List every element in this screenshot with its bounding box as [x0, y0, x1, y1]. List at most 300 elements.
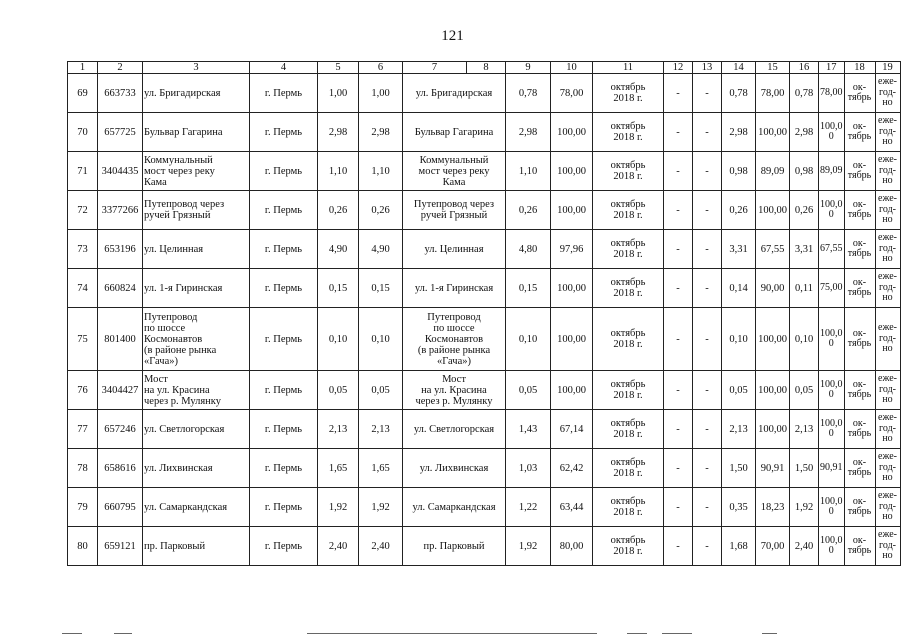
value-5: 0,15	[318, 269, 359, 308]
value-10: 100,00	[551, 371, 593, 410]
value-18-line: ок-	[852, 81, 867, 93]
value-6: 2,40	[359, 527, 403, 566]
value-19-line: еже-	[878, 115, 897, 127]
value-15: 100,00	[756, 308, 790, 371]
value-9: 1,22	[506, 488, 551, 527]
value-15: 78,00	[756, 74, 790, 113]
value-9: 0,10	[506, 308, 551, 371]
value-14: 2,98	[722, 113, 756, 152]
road-name-line: ул. Лихвинская	[144, 462, 213, 474]
road-name-section	[403, 488, 506, 527]
row-number: 77	[68, 410, 98, 449]
value-15: 18,23	[756, 488, 790, 527]
road-name	[143, 449, 250, 488]
value-6: 2,98	[359, 113, 403, 152]
value-17-line: 100,0	[820, 534, 843, 546]
page-number: 121	[441, 28, 464, 44]
month-line: октябрь	[610, 121, 646, 132]
value-16: 0,11	[790, 269, 819, 308]
row-number: 71	[68, 152, 98, 191]
value-16: 2,98	[790, 113, 819, 152]
header-cell: 16	[790, 62, 819, 74]
road-name-section-line: мост через реку	[418, 165, 490, 177]
value-6: 0,15	[359, 269, 403, 308]
value-9: 2,98	[506, 113, 551, 152]
value-6: 1,65	[359, 449, 403, 488]
road-name-line: мост через реку	[144, 165, 215, 177]
value-9: 0,26	[506, 191, 551, 230]
value-19-line: но	[882, 550, 893, 562]
value-17	[819, 152, 845, 191]
road-name	[143, 410, 250, 449]
value-13: -	[693, 269, 722, 308]
value-19-line: еже-	[878, 490, 897, 502]
road-name	[143, 191, 250, 230]
month-line: 2018 г.	[613, 429, 643, 440]
value-10: 62,42	[551, 449, 593, 488]
road-name-section-line: ул. Бригадирская	[415, 87, 493, 99]
road-name-section	[403, 152, 506, 191]
value-18	[844, 230, 875, 269]
row-number: 69	[68, 74, 98, 113]
value-10: 80,00	[551, 527, 593, 566]
value-19-line: но	[882, 433, 893, 445]
header-row	[68, 62, 901, 74]
value-17	[819, 488, 845, 527]
month	[593, 230, 664, 269]
value-18-line: тябрь	[847, 467, 872, 478]
road-name-section-line: Космонавтов	[424, 333, 484, 345]
city: г. Пермь	[250, 308, 318, 371]
road-name-section-line: «Гача»)	[437, 355, 471, 367]
road-name-section-line: ул. Лихвинская	[419, 462, 489, 474]
table-row	[68, 527, 901, 566]
header-cell: 7	[403, 62, 467, 74]
city: г. Пермь	[250, 527, 318, 566]
value-16: 3,31	[790, 230, 819, 269]
road-name-section-line: Путепровод через	[413, 199, 495, 210]
value-15: 90,00	[756, 269, 790, 308]
value-13: -	[693, 410, 722, 449]
value-16: 0,10	[790, 308, 819, 371]
value-5: 1,65	[318, 449, 359, 488]
road-name-section	[403, 371, 506, 410]
value-17-line: 100,0	[820, 120, 843, 132]
value-14: 0,14	[722, 269, 756, 308]
month-line: октябрь	[610, 238, 646, 249]
header-cell: 19	[875, 62, 900, 74]
road-name	[143, 74, 250, 113]
header-cell: 10	[551, 62, 593, 74]
value-5: 2,98	[318, 113, 359, 152]
value-12: -	[664, 152, 693, 191]
value-19-line: год-	[879, 242, 896, 254]
value-19	[875, 269, 900, 308]
value-12: -	[664, 449, 693, 488]
road-code: 658616	[98, 449, 143, 488]
value-5: 1,00	[318, 74, 359, 113]
value-16: 2,13	[790, 410, 819, 449]
value-19-line: год-	[879, 125, 896, 137]
value-5: 1,92	[318, 488, 359, 527]
header-cell: 2	[98, 62, 143, 74]
value-18-line: тябрь	[847, 92, 872, 103]
value-9: 1,92	[506, 527, 551, 566]
road-name-line: ручей Грязный	[144, 210, 211, 221]
value-15: 70,00	[756, 527, 790, 566]
value-19	[875, 488, 900, 527]
road-name-line: Космонавтов	[144, 333, 203, 345]
value-19-line: год-	[879, 422, 896, 434]
value-6: 0,05	[359, 371, 403, 410]
value-19-line: еже-	[878, 322, 897, 334]
row-number: 78	[68, 449, 98, 488]
value-18	[844, 113, 875, 152]
value-19-line: год-	[879, 332, 896, 344]
value-16: 0,05	[790, 371, 819, 410]
month-line: 2018 г.	[613, 171, 643, 182]
city: г. Пермь	[250, 371, 318, 410]
value-13: -	[693, 527, 722, 566]
road-name-line: по шоссе	[144, 322, 186, 334]
road-name-section-line: через р. Мулянку	[415, 395, 493, 407]
value-18-line: тябрь	[847, 506, 872, 517]
road-name-line: Коммунальный	[144, 154, 213, 166]
city: г. Пермь	[250, 449, 318, 488]
value-18-line: ок-	[852, 417, 867, 429]
value-10: 63,44	[551, 488, 593, 527]
value-19-line: еже-	[878, 529, 897, 541]
value-9: 0,15	[506, 269, 551, 308]
header-cell: 8	[467, 62, 506, 74]
road-name-line: ул. 1-я Гиринская	[144, 282, 223, 294]
month-line: октябрь	[610, 328, 646, 339]
road-name-section	[403, 113, 506, 152]
road-name-section	[403, 410, 506, 449]
header-cell: 4	[250, 62, 318, 74]
value-10: 78,00	[551, 74, 593, 113]
value-19-line: но	[882, 136, 893, 148]
value-19-line: но	[882, 214, 893, 226]
road-name-section-line: ул. Светлогорская	[413, 423, 495, 435]
value-10: 100,00	[551, 308, 593, 371]
road-code: 659121	[98, 527, 143, 566]
value-13: -	[693, 152, 722, 191]
value-13: -	[693, 230, 722, 269]
value-5: 1,10	[318, 152, 359, 191]
road-name-section	[403, 230, 506, 269]
road-code: 657246	[98, 410, 143, 449]
header-cell: 12	[664, 62, 693, 74]
value-18-line: тябрь	[847, 170, 872, 181]
value-18-line: тябрь	[847, 389, 872, 400]
row-number: 80	[68, 527, 98, 566]
value-19-line: еже-	[878, 193, 897, 205]
value-19	[875, 152, 900, 191]
value-16: 1,92	[790, 488, 819, 527]
footer-lines	[62, 633, 892, 637]
month-line: 2018 г.	[613, 288, 643, 299]
value-15: 89,09	[756, 152, 790, 191]
road-name-section	[403, 269, 506, 308]
value-17	[819, 527, 845, 566]
value-16: 0,26	[790, 191, 819, 230]
value-18	[844, 74, 875, 113]
value-12: -	[664, 527, 693, 566]
road-name	[143, 113, 250, 152]
value-19-line: год-	[879, 383, 896, 395]
table-row	[68, 74, 901, 113]
header-cell: 9	[506, 62, 551, 74]
month	[593, 152, 664, 191]
value-17	[819, 191, 845, 230]
month-line: 2018 г.	[613, 249, 643, 260]
month-line: октябрь	[610, 277, 646, 288]
value-19-line: год-	[879, 86, 896, 98]
road-code: 657725	[98, 113, 143, 152]
road-name-line: (в районе рынка	[144, 344, 217, 356]
value-15: 67,55	[756, 230, 790, 269]
table-row	[68, 449, 901, 488]
value-18	[844, 488, 875, 527]
value-19-line: но	[882, 394, 893, 406]
value-10: 100,00	[551, 152, 593, 191]
city: г. Пермь	[250, 488, 318, 527]
value-15: 90,91	[756, 449, 790, 488]
month-line: октябрь	[610, 199, 646, 210]
table-row	[68, 488, 901, 527]
value-19	[875, 449, 900, 488]
value-12: -	[664, 308, 693, 371]
value-13: -	[693, 191, 722, 230]
value-18	[844, 269, 875, 308]
road-name-line: Путепровод	[144, 311, 198, 323]
value-19	[875, 230, 900, 269]
road-code: 801400	[98, 308, 143, 371]
value-9: 1,03	[506, 449, 551, 488]
value-13: -	[693, 308, 722, 371]
header-cell: 1	[68, 62, 98, 74]
road-name-line: на ул. Красина	[144, 384, 210, 396]
value-14: 0,10	[722, 308, 756, 371]
month-line: октябрь	[610, 496, 646, 507]
value-18-line: ок-	[852, 327, 867, 339]
value-18-line: тябрь	[847, 287, 872, 298]
road-name-section-line: ул. 1-я Гиринская	[414, 282, 494, 294]
road-name-line: «Гача»)	[144, 355, 178, 367]
road-name-section-line: пр. Парковый	[423, 540, 485, 552]
road-name-line: пр. Парковый	[144, 540, 206, 552]
value-12: -	[664, 410, 693, 449]
value-10: 97,96	[551, 230, 593, 269]
road-name-section	[403, 449, 506, 488]
month	[593, 74, 664, 113]
month	[593, 371, 664, 410]
table-row	[68, 191, 901, 230]
value-17-line: 75,00	[820, 281, 843, 293]
row-number: 73	[68, 230, 98, 269]
value-18-line: ок-	[852, 534, 867, 546]
month-line: 2018 г.	[613, 93, 643, 104]
month-line: 2018 г.	[613, 132, 643, 143]
value-13: -	[693, 449, 722, 488]
value-18	[844, 308, 875, 371]
road-name-line: ул. Светлогорская	[144, 423, 225, 435]
value-17-line: 100,0	[820, 378, 843, 390]
value-19	[875, 410, 900, 449]
value-17	[819, 113, 845, 152]
value-17	[819, 308, 845, 371]
value-18	[844, 410, 875, 449]
value-19	[875, 527, 900, 566]
road-name-line: Мост	[144, 373, 168, 385]
month-line: октябрь	[610, 160, 646, 171]
value-12: -	[664, 230, 693, 269]
month	[593, 449, 664, 488]
value-17	[819, 410, 845, 449]
road-code: 3377266	[98, 191, 143, 230]
value-14: 0,78	[722, 74, 756, 113]
city: г. Пермь	[250, 230, 318, 269]
value-9: 4,80	[506, 230, 551, 269]
road-code: 663733	[98, 74, 143, 113]
value-12: -	[664, 113, 693, 152]
value-5: 2,40	[318, 527, 359, 566]
value-6: 1,92	[359, 488, 403, 527]
road-name-section-line: на ул. Красина	[421, 384, 487, 396]
value-19	[875, 371, 900, 410]
city: г. Пермь	[250, 191, 318, 230]
value-17-line: 0	[828, 389, 834, 400]
value-9: 1,10	[506, 152, 551, 191]
table-row	[68, 269, 901, 308]
city: г. Пермь	[250, 113, 318, 152]
road-name	[143, 269, 250, 308]
value-13: -	[693, 74, 722, 113]
row-number: 74	[68, 269, 98, 308]
value-15: 100,00	[756, 191, 790, 230]
value-14: 0,98	[722, 152, 756, 191]
value-14: 1,68	[722, 527, 756, 566]
row-number: 76	[68, 371, 98, 410]
header-cell: 18	[844, 62, 875, 74]
value-19-line: еже-	[878, 232, 897, 244]
value-5: 4,90	[318, 230, 359, 269]
value-19	[875, 74, 900, 113]
value-13: -	[693, 488, 722, 527]
value-17-line: 89,09	[820, 164, 843, 176]
month-line: 2018 г.	[613, 339, 643, 350]
value-19-line: год-	[879, 164, 896, 176]
value-9: 1,43	[506, 410, 551, 449]
value-18	[844, 191, 875, 230]
value-14: 0,26	[722, 191, 756, 230]
value-18	[844, 527, 875, 566]
city: г. Пермь	[250, 410, 318, 449]
value-19	[875, 113, 900, 152]
table-row	[68, 410, 901, 449]
row-number: 75	[68, 308, 98, 371]
value-17-line: 0	[828, 338, 834, 349]
month	[593, 269, 664, 308]
value-19-line: еже-	[878, 154, 897, 166]
value-17-line: 100,0	[820, 495, 843, 507]
month-line: октябрь	[610, 418, 646, 429]
value-17-line: 78,00	[820, 86, 843, 98]
value-15: 100,00	[756, 410, 790, 449]
value-15: 100,00	[756, 113, 790, 152]
month-line: 2018 г.	[613, 390, 643, 401]
value-16: 0,78	[790, 74, 819, 113]
value-15: 100,00	[756, 371, 790, 410]
value-19-line: но	[882, 511, 893, 523]
road-code: 3404435	[98, 152, 143, 191]
value-19	[875, 191, 900, 230]
value-6: 1,10	[359, 152, 403, 191]
road-name-section	[403, 527, 506, 566]
value-17-line: 67,55	[820, 242, 843, 254]
road-name-section	[403, 308, 506, 371]
value-18-line: ок-	[852, 120, 867, 132]
value-14: 0,35	[722, 488, 756, 527]
road-code: 653196	[98, 230, 143, 269]
value-17-line: 100,0	[820, 327, 843, 339]
road-name-line: Путепровод через	[144, 199, 225, 210]
header-cell: 14	[722, 62, 756, 74]
value-5: 2,13	[318, 410, 359, 449]
month-line: октябрь	[610, 535, 646, 546]
city: г. Пермь	[250, 74, 318, 113]
value-6: 0,26	[359, 191, 403, 230]
roads-table	[67, 61, 901, 566]
value-18	[844, 152, 875, 191]
value-14: 1,50	[722, 449, 756, 488]
value-18-line: ок-	[852, 495, 867, 507]
road-name-section-line: по шоссе	[433, 322, 475, 334]
road-name-section-line: Коммунальный	[419, 154, 489, 166]
road-name	[143, 308, 250, 371]
value-19-line: еже-	[878, 451, 897, 463]
value-17-line: 90,91	[820, 461, 843, 473]
value-17-line: 0	[828, 131, 834, 142]
month-line: 2018 г.	[613, 468, 643, 479]
value-14: 0,05	[722, 371, 756, 410]
road-name-section-line: Путепровод	[427, 311, 481, 323]
value-19-line: еже-	[878, 76, 897, 88]
value-19	[875, 308, 900, 371]
value-16: 1,50	[790, 449, 819, 488]
value-17-line: 100,0	[820, 417, 843, 429]
value-18-line: тябрь	[847, 248, 872, 259]
value-10: 100,00	[551, 191, 593, 230]
road-name	[143, 527, 250, 566]
row-number: 79	[68, 488, 98, 527]
value-16: 0,98	[790, 152, 819, 191]
road-code: 660824	[98, 269, 143, 308]
road-name-line: ул. Целинная	[144, 243, 204, 255]
table-row	[68, 230, 901, 269]
table-row	[68, 152, 901, 191]
road-name-section-line: (в районе рынка	[417, 344, 491, 356]
month	[593, 410, 664, 449]
value-17	[819, 371, 845, 410]
value-19-line: год-	[879, 500, 896, 512]
value-5: 0,05	[318, 371, 359, 410]
road-name	[143, 230, 250, 269]
header-cell: 5	[318, 62, 359, 74]
city: г. Пермь	[250, 152, 318, 191]
value-6: 0,10	[359, 308, 403, 371]
